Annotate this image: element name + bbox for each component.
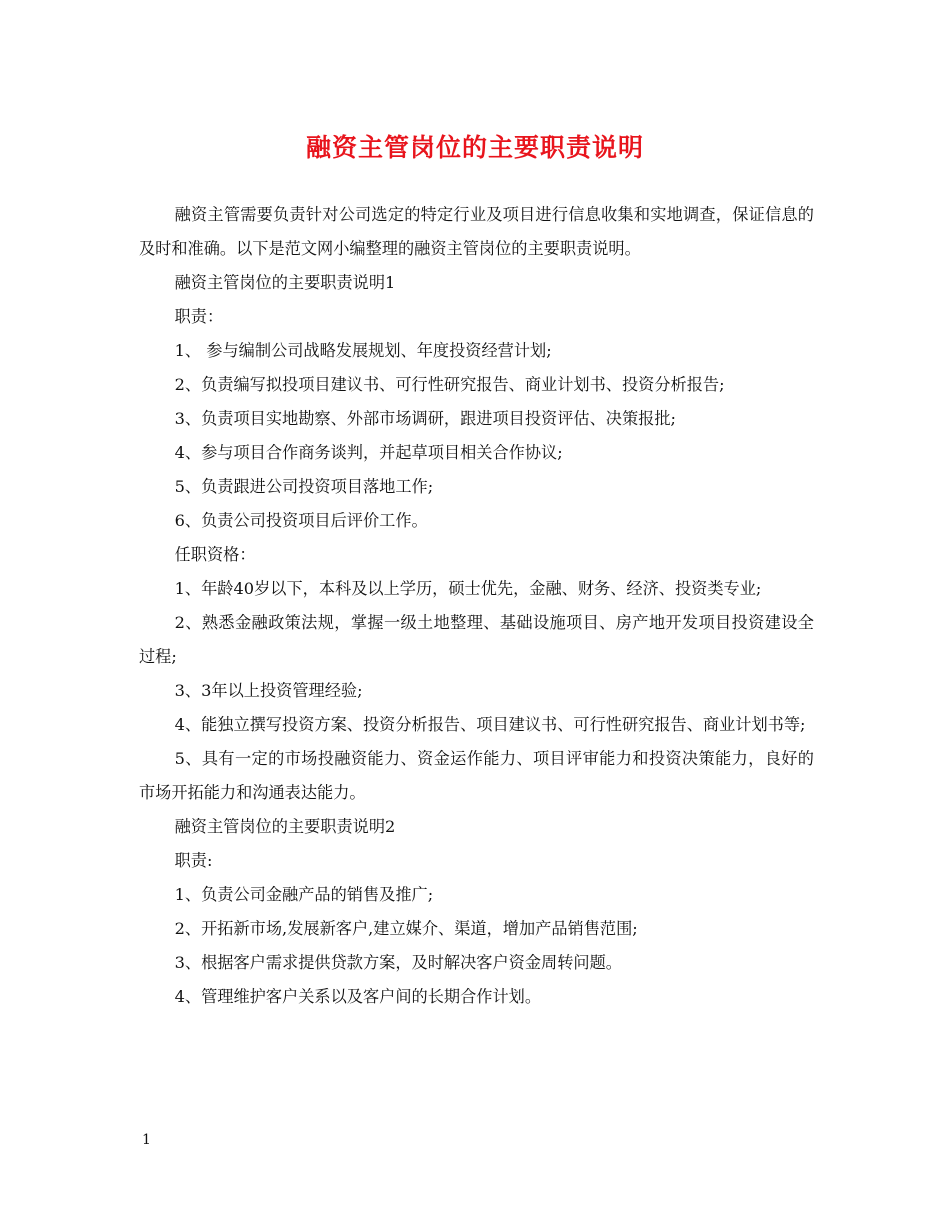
section-heading-2: 融资主管岗位的主要职责说明2 xyxy=(174,817,396,836)
duty-item: 1、负责公司金融产品的销售及推广; xyxy=(174,885,434,904)
duty-item: 1、 参与编制公司战略发展规划、年度投资经营计划; xyxy=(174,341,552,360)
qualification-item: 3、3年以上投资管理经验; xyxy=(174,681,363,700)
document-body xyxy=(139,198,814,1014)
duty-item: 3、根据客户需求提供贷款方案，及时解决客户资金周转问题。 xyxy=(174,953,622,972)
duties-label-1: 职责： xyxy=(174,307,224,326)
duty-item: 2、开拓新市场,发展新客户,建立媒介、渠道，增加产品销售范围; xyxy=(174,919,638,938)
duties-label-2: 职责: xyxy=(174,851,213,870)
qualification-item: 5、具有一定的市场投融资能力、资金运作能力、项目评审能力和投资决策能力，良好的市场开拓能力和沟通表达能力。 xyxy=(139,749,814,802)
section-heading-1: 融资主管岗位的主要职责说明1 xyxy=(174,273,396,292)
duty-item: 6、负责公司投资项目后评价工作。 xyxy=(174,511,428,530)
page-number: 1 xyxy=(142,1132,151,1148)
qualification-item: 1、年龄40岁以下，本科及以上学历，硕士优先，金融、财务、经济、投资类专业; xyxy=(174,579,762,598)
duty-item: 3、负责项目实地勘察、外部市场调研，跟进项目投资评估、决策报批; xyxy=(174,409,677,428)
qualification-item: 2、熟悉金融政策法规，掌握一级土地整理、基础设施项目、房产地开发项目投资建设全过程; xyxy=(139,613,814,666)
duty-item: 5、负责跟进公司投资项目落地工作; xyxy=(174,477,434,496)
duty-item: 4、参与项目合作商务谈判，并起草项目相关合作协议; xyxy=(174,443,563,462)
document-title: 融资主管岗位的主要职责说明 xyxy=(305,133,644,162)
qualification-item: 4、能独立撰写投资方案、投资分析报告、项目建议书、可行性研究报告、商业计划书等; xyxy=(174,715,806,734)
duty-item: 2、负责编写拟投项目建议书、可行性研究报告、商业计划书、投资分析报告; xyxy=(174,375,725,394)
paragraph-intro: 融资主管需要负责针对公司选定的特定行业及项目进行信息收集和实地调查，保证信息的及时和准确。以下是范文网小编整理的融资主管岗位的主要职责说明。 xyxy=(139,205,814,258)
duty-item: 4、管理维护客户关系以及客户间的长期合作计划。 xyxy=(174,987,542,1006)
qualifications-label: 任职资格： xyxy=(174,545,256,564)
